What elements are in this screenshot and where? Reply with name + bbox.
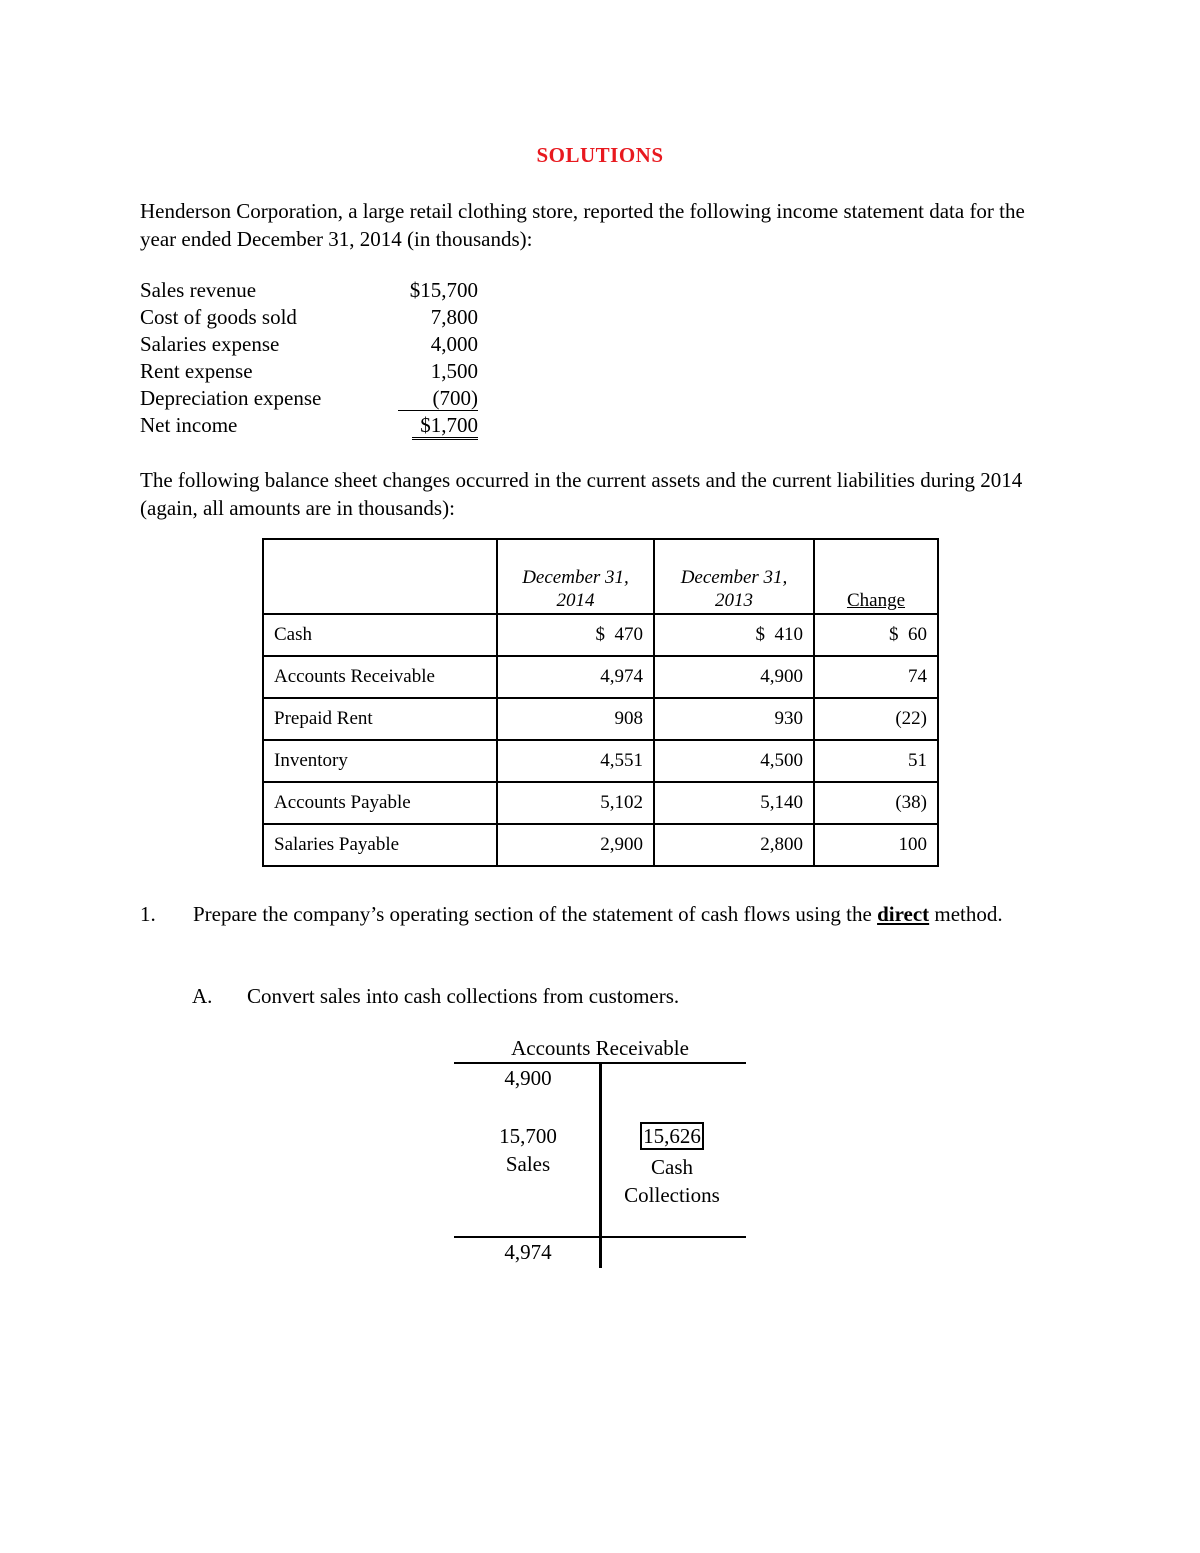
income-amount: $15,700	[409, 278, 478, 302]
cell-2014: 4,974	[497, 656, 654, 698]
cell-change	[814, 614, 938, 656]
cell-change-value: $ 60	[889, 624, 927, 645]
cell-2013-value: $ 410	[755, 624, 803, 645]
t-account-ending: 4,974	[504, 1240, 552, 1264]
income-row	[140, 331, 480, 358]
table-row	[263, 740, 938, 782]
question-text	[193, 900, 1033, 928]
t-account-credit-amount-wrap	[624, 1122, 720, 1150]
part-letter: A.	[192, 984, 213, 1008]
income-label: Salaries expense	[140, 332, 280, 356]
income-label: Sales revenue	[140, 278, 257, 302]
income-label: Cost of goods sold	[140, 305, 297, 329]
question-text-before: Prepare the company’s operating section of the statement of cash flows using the	[193, 902, 878, 926]
cell-2013: 2,800	[654, 824, 814, 866]
page-title: SOLUTIONS	[536, 143, 664, 167]
t-account-beginning: 4,900	[504, 1066, 552, 1090]
cell-2013: 4,900	[654, 656, 814, 698]
income-amount-cell	[392, 412, 478, 439]
part-text: Convert sales into cash collections from customers.	[247, 984, 680, 1008]
table-header-change: Change	[814, 539, 938, 614]
cell-2014-value: $ 470	[595, 624, 643, 645]
cell-change: 74	[814, 656, 938, 698]
table-header-2014	[497, 539, 654, 614]
cell-2014: 4,551	[497, 740, 654, 782]
income-amount-cell	[392, 385, 478, 412]
cell-change: (38)	[814, 782, 938, 824]
t-account-credit-amount: 15,626	[640, 1122, 704, 1150]
cell-change: 100	[814, 824, 938, 866]
income-label: Rent expense	[140, 359, 253, 383]
income-row	[140, 304, 480, 331]
table-row	[263, 782, 938, 824]
row-label: Accounts Receivable	[263, 656, 497, 698]
intro-paragraph: Henderson Corporation, a large retail clothing store, reported the following income statement data for the year ended December 31, 2014 (in thousands):	[140, 199, 1025, 251]
cell-2014: 5,102	[497, 782, 654, 824]
income-label: Depreciation expense	[140, 386, 322, 410]
cell-2013: 4,500	[654, 740, 814, 782]
table-header-row	[263, 539, 938, 614]
question-emphasis: direct	[877, 902, 930, 926]
income-amount: $1,700	[412, 413, 478, 440]
t-account-debit-label: Sales	[505, 1152, 551, 1176]
cell-2014: 908	[497, 698, 654, 740]
cell-change: (22)	[814, 698, 938, 740]
cell-2013: 930	[654, 698, 814, 740]
balance-intro-paragraph: The following balance sheet changes occurred in the current assets and the current liabilities during 2014 (again, all amounts are in thousands):	[140, 468, 1023, 520]
income-row	[140, 385, 480, 412]
table-row	[263, 614, 938, 656]
cell-2013	[654, 614, 814, 656]
income-label: Net income	[140, 413, 238, 437]
t-account-debit-amount: 15,700	[499, 1124, 557, 1148]
row-label: Salaries Payable	[263, 824, 497, 866]
question-number: 1.	[140, 902, 156, 926]
row-label: Prepaid Rent	[263, 698, 497, 740]
row-label: Cash	[263, 614, 497, 656]
t-account	[454, 1034, 746, 1270]
header-2014-text: December 31, 2014	[522, 567, 629, 611]
table-header-2013	[654, 539, 814, 614]
t-account-name: Accounts Receivable	[511, 1036, 689, 1060]
t-account-credit-label-2: Collections	[624, 1183, 720, 1207]
income-amount: 7,800	[430, 305, 478, 329]
cell-2014: 2,900	[497, 824, 654, 866]
table-row	[263, 824, 938, 866]
cell-2014	[497, 614, 654, 656]
table-header-blank	[263, 539, 497, 614]
income-amount: 4,000	[430, 332, 478, 356]
question-text-after: method.	[929, 902, 1003, 926]
row-label: Inventory	[263, 740, 497, 782]
income-amount: 1,500	[430, 359, 478, 383]
table-row	[263, 656, 938, 698]
table-row	[263, 698, 938, 740]
income-statement	[140, 277, 480, 439]
income-row	[140, 358, 480, 385]
income-amount: (700)	[398, 386, 478, 411]
cell-change: 51	[814, 740, 938, 782]
header-2013-text: December 31, 2013	[680, 567, 788, 611]
cell-2013: 5,140	[654, 782, 814, 824]
row-label: Accounts Payable	[263, 782, 497, 824]
t-account-credit-label-1: Cash	[651, 1155, 693, 1179]
balance-sheet-table	[262, 538, 939, 867]
income-row	[140, 412, 480, 439]
income-row	[140, 277, 480, 304]
